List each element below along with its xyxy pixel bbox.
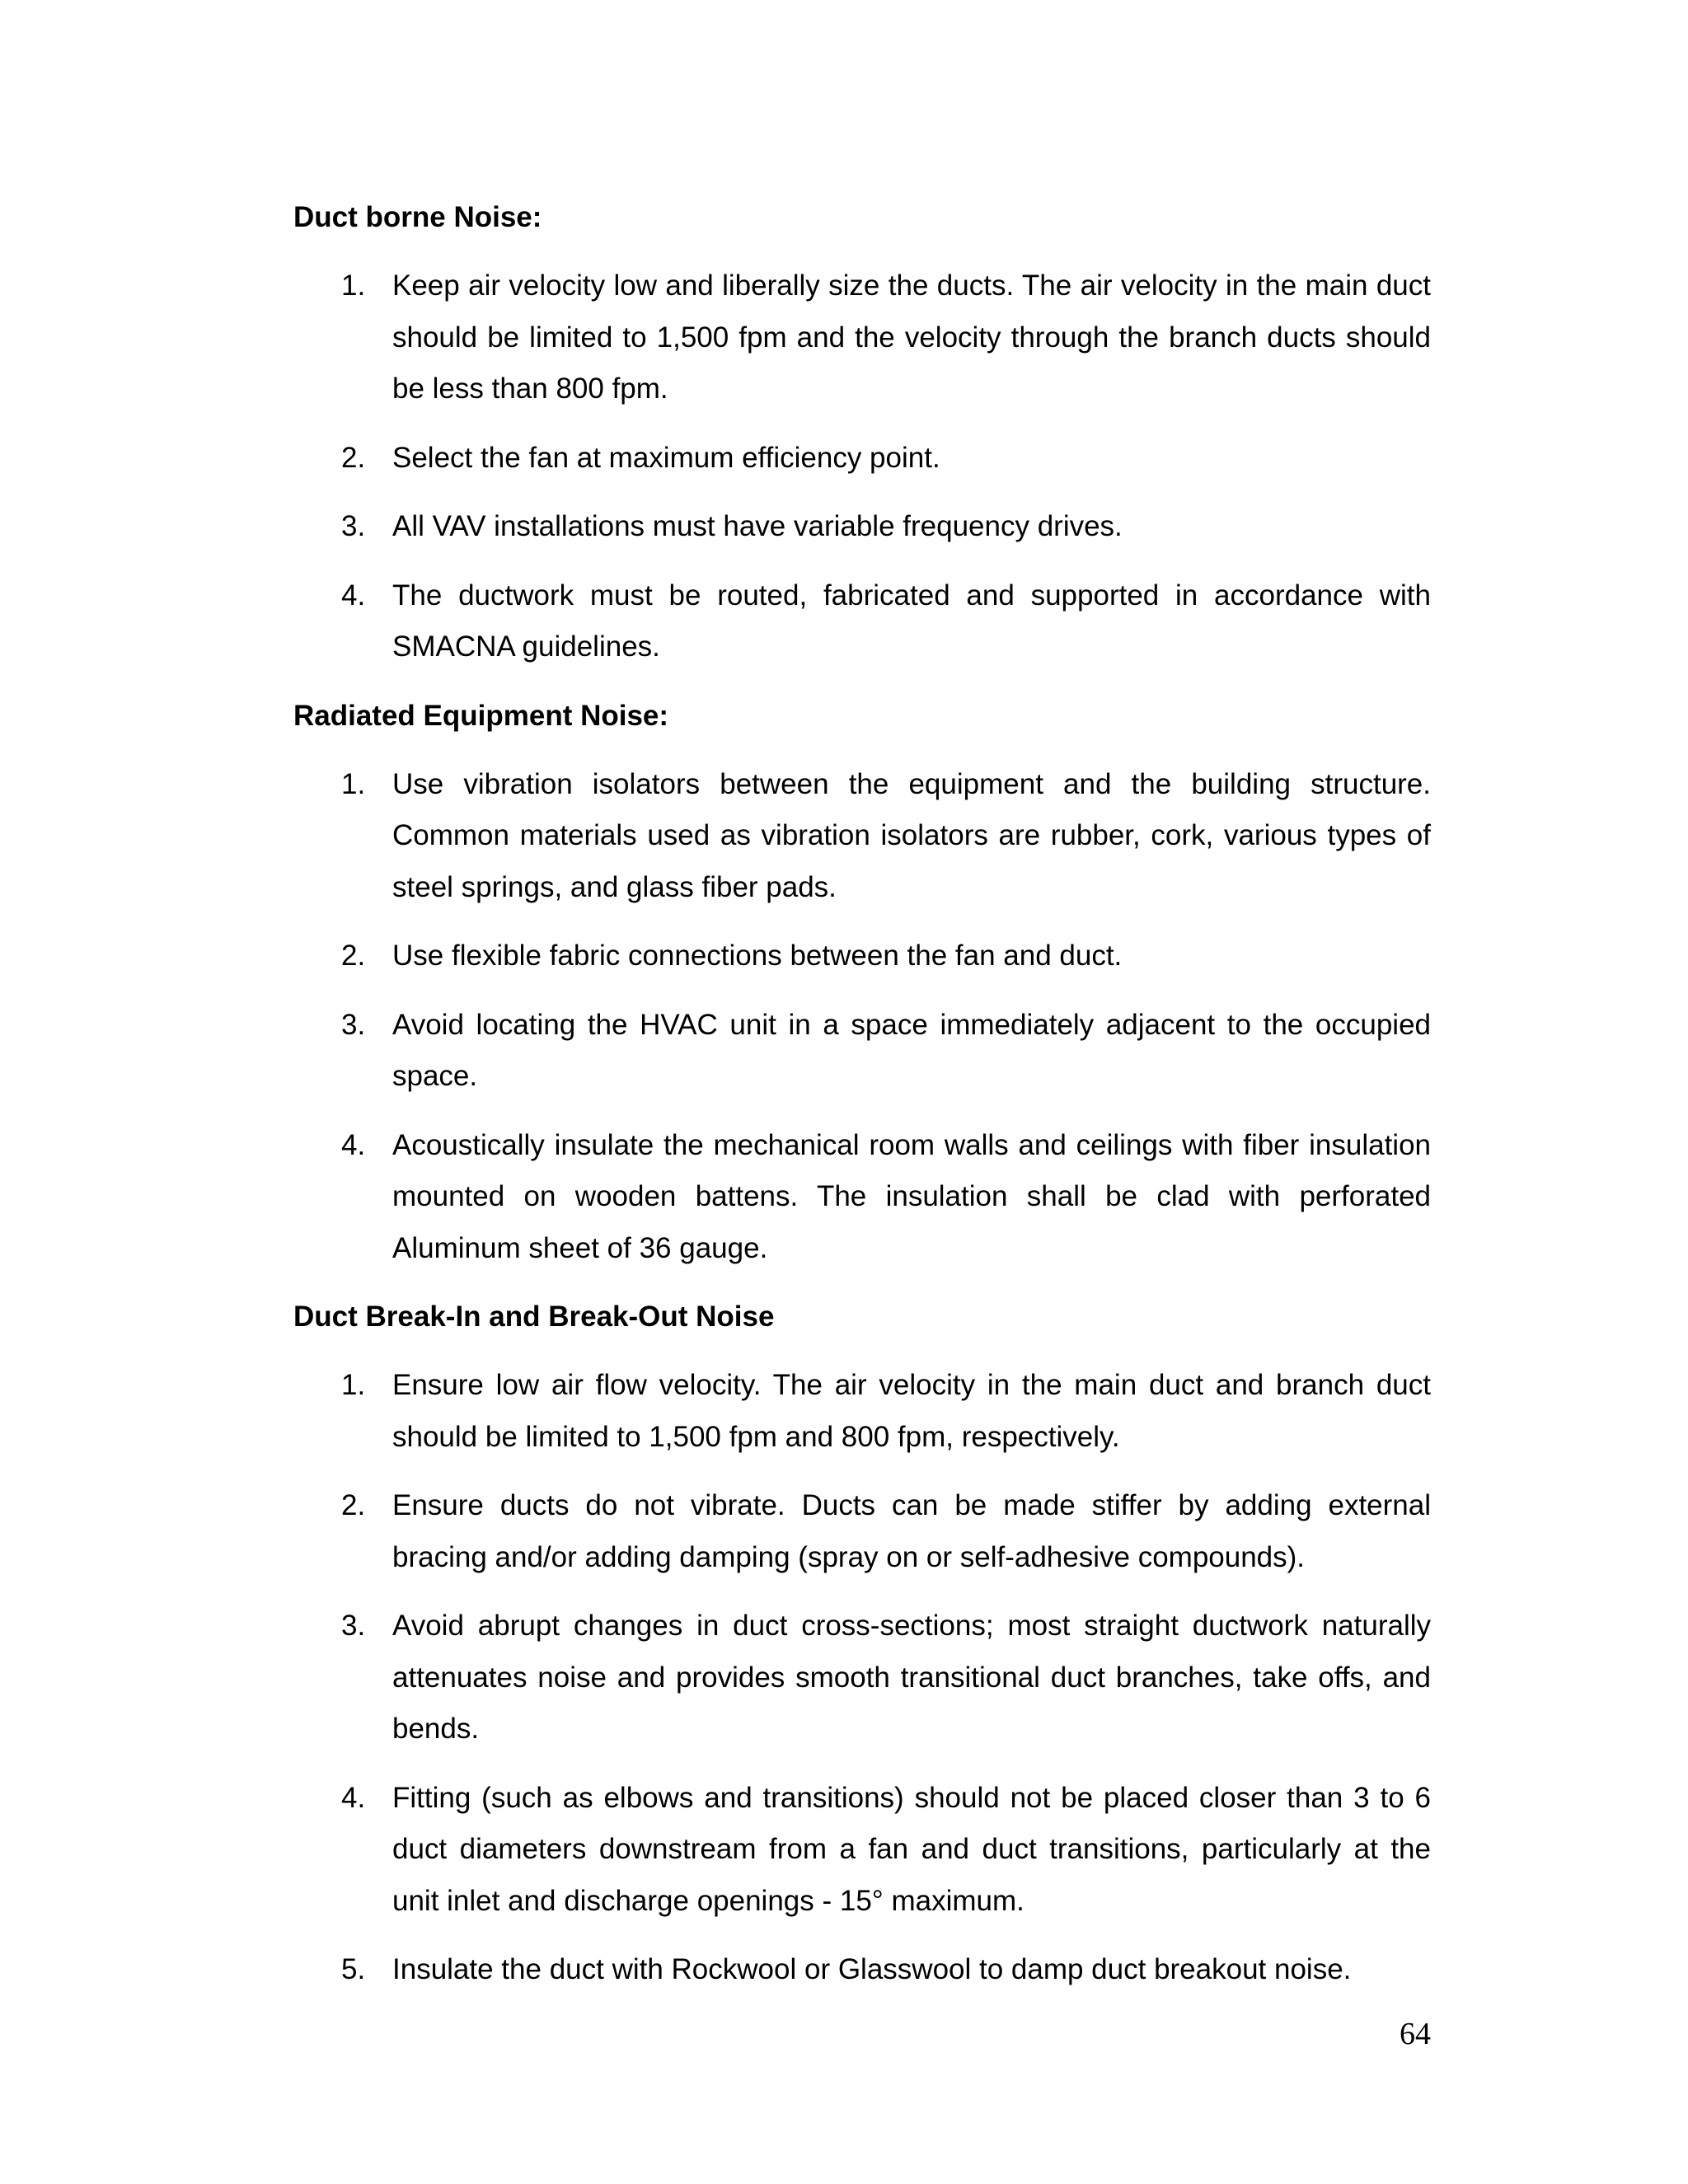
list-item bbox=[293, 260, 1431, 415]
list-item-text: Acoustically insulate the mechanical room walls and ceilings with fiber insulation mounted on wooden battens. The insulation shall be clad with perforated Aluminum sheet of 36 gauge. bbox=[392, 1128, 1431, 1264]
section-duct-break-in-break-out-noise bbox=[293, 1291, 1431, 1996]
list-item-text: The ductwork must be routed, fabricated and supported in accordance with SMACNA guidelines. bbox=[392, 579, 1431, 663]
list-item-number: 3. bbox=[341, 1008, 366, 1041]
section-duct-borne-noise bbox=[293, 192, 1431, 673]
list-item bbox=[293, 1360, 1431, 1463]
list-item-text: Use flexible fabric connections between the fan and duct. bbox=[392, 940, 1123, 972]
list-item-text: Keep air velocity low and liberally size the ducts. The air velocity in the main duct should be limited to 1,500 fpm and the velocity through the branch ducts should be less than 800 fpm. bbox=[392, 269, 1431, 405]
list-item bbox=[293, 1480, 1431, 1583]
numbered-list bbox=[293, 1360, 1431, 1996]
list-item-text: Ensure ducts do not vibrate. Ducts can be made stiffer by adding external bracing and/or adding damping (spray on or self-adhesive compounds). bbox=[392, 1489, 1431, 1573]
list-item bbox=[293, 1944, 1431, 1996]
list-item-number: 4. bbox=[341, 579, 366, 612]
list-item-number: 3. bbox=[341, 1610, 366, 1642]
list-item-number: 1. bbox=[341, 1369, 366, 1401]
list-item-number: 5. bbox=[341, 1953, 366, 1985]
page-number: 64 bbox=[1400, 2017, 1431, 2051]
list-item-number: 2. bbox=[341, 940, 366, 972]
section-radiated-equipment-noise bbox=[293, 691, 1431, 1275]
list-item-number: 4. bbox=[341, 1128, 366, 1161]
list-item bbox=[293, 1601, 1431, 1755]
list-item-number: 2. bbox=[341, 1489, 366, 1521]
list-item-number: 2. bbox=[341, 441, 366, 474]
list-item-text: All VAV installations must have variable frequency drives. bbox=[392, 510, 1123, 542]
list-item-text: Select the fan at maximum efficiency point. bbox=[392, 441, 940, 474]
list-item bbox=[293, 1773, 1431, 1928]
section-heading: Radiated Equipment Noise: bbox=[293, 699, 669, 732]
list-item bbox=[293, 1000, 1431, 1103]
list-item bbox=[293, 433, 1431, 485]
list-item-text: Use vibration isolators between the equipment and the building structure. Common materials used as vibration isolators are rubber, cork, various types of steel springs, and glass fiber pads. bbox=[392, 767, 1431, 903]
list-item-number: 1. bbox=[341, 767, 366, 800]
list-item-text: Avoid locating the HVAC unit in a space immediately adjacent to the occupied space. bbox=[392, 1008, 1431, 1092]
list-item bbox=[293, 570, 1431, 673]
section-heading: Duct borne Noise: bbox=[293, 201, 542, 233]
list-item-number: 4. bbox=[341, 1781, 366, 1814]
list-item bbox=[293, 1120, 1431, 1275]
list-item bbox=[293, 759, 1431, 914]
list-item-text: Avoid abrupt changes in duct cross-sections; most straight ductwork naturally attenuates noise and provides smooth transitional duct branches, take offs, and bends. bbox=[392, 1610, 1431, 1745]
list-item-number: 1. bbox=[341, 269, 366, 302]
document-page bbox=[293, 192, 1431, 2013]
list-item-text: Fitting (such as elbows and transitions) should not be placed closer than 3 to 6 duct diameters downstream from a fan and duct transitions, particularly at the unit inlet and discharge openings - 15° maximum. bbox=[392, 1781, 1431, 1917]
numbered-list bbox=[293, 260, 1431, 673]
section-heading: Duct Break-In and Break-Out Noise bbox=[293, 1301, 775, 1333]
list-item-number: 3. bbox=[341, 510, 366, 542]
list-item-text: Ensure low air flow velocity. The air velocity in the main duct and branch duct should be limited to 1,500 fpm and 800 fpm, respectively. bbox=[392, 1369, 1431, 1453]
list-item bbox=[293, 501, 1431, 553]
list-item-text: Insulate the duct with Rockwool or Glasswool to damp duct breakout noise. bbox=[392, 1953, 1352, 1985]
list-item bbox=[293, 930, 1431, 982]
numbered-list bbox=[293, 759, 1431, 1275]
